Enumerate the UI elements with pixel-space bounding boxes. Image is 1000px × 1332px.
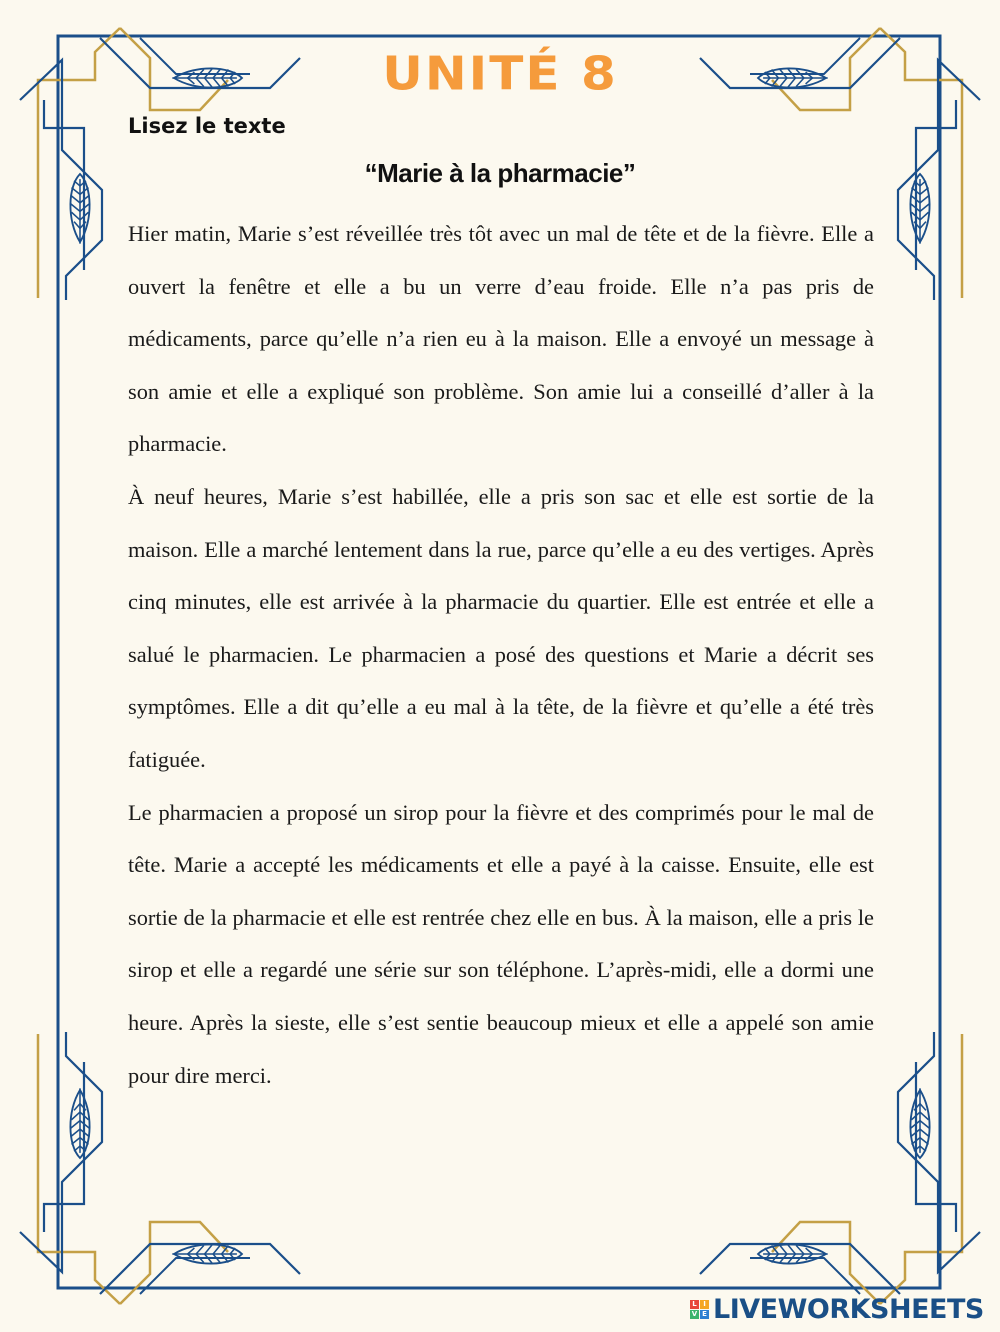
- paragraph: Hier matin, Marie s’est réveillée très tôt avec un mal de tête et de la fièvre. Elle a ouvert la fenêtre et elle a bu un verre d’eau froide. Elle n’a pas pris de médicaments, parce qu’elle n’a rien eu à la maison. Elle a envoyé un message à son amie et elle a expliqué son problème. Son amie lui a conseillé d’aller à la pharmacie.: [128, 221, 874, 457]
- instruction-heading: Lisez le texte: [128, 114, 286, 138]
- liveworksheets-logo-icon: L I V E: [690, 1300, 709, 1319]
- paragraph: À neuf heures, Marie s’est habillée, elle a pris son sac et elle est sortie de la maison. Elle a marché lentement dans la rue, parce qu’elle a eu des vertiges. Après cinq minutes, elle est arrivée à la pharmacie du quartier. Elle est entrée et elle a salué le pharmacien. Le pharmacien a posé des questions et Marie a décrit ses symptômes. Elle a dit qu’elle a eu mal à la tête, de la fièvre et qu’elle a été très fatiguée.: [128, 483, 874, 772]
- unit-title: UNITÉ 8: [382, 47, 618, 101]
- story-title: “Marie à la pharmacie”: [364, 158, 636, 188]
- paragraph: Le pharmacien a proposé un sirop pour la fièvre et des comprimés pour le mal de tête. Marie a accepté les médicaments et elle a payé à la caisse. Ensuite, elle est sortie de la pharmacie et elle est rentrée chez elle en bus. À la maison, elle a pris le sirop et elle a regardé une série sur son téléphone. L’après-midi, elle a dormi une heure. Après la sieste, elle s’est sentie beaucoup mieux et elle a appelé son amie pour dire merci.: [128, 799, 874, 1088]
- liveworksheets-watermark: [690, 1290, 984, 1328]
- story-body: [128, 208, 874, 1102]
- watermark-text: LIVEWORKSHEETS: [713, 1293, 984, 1325]
